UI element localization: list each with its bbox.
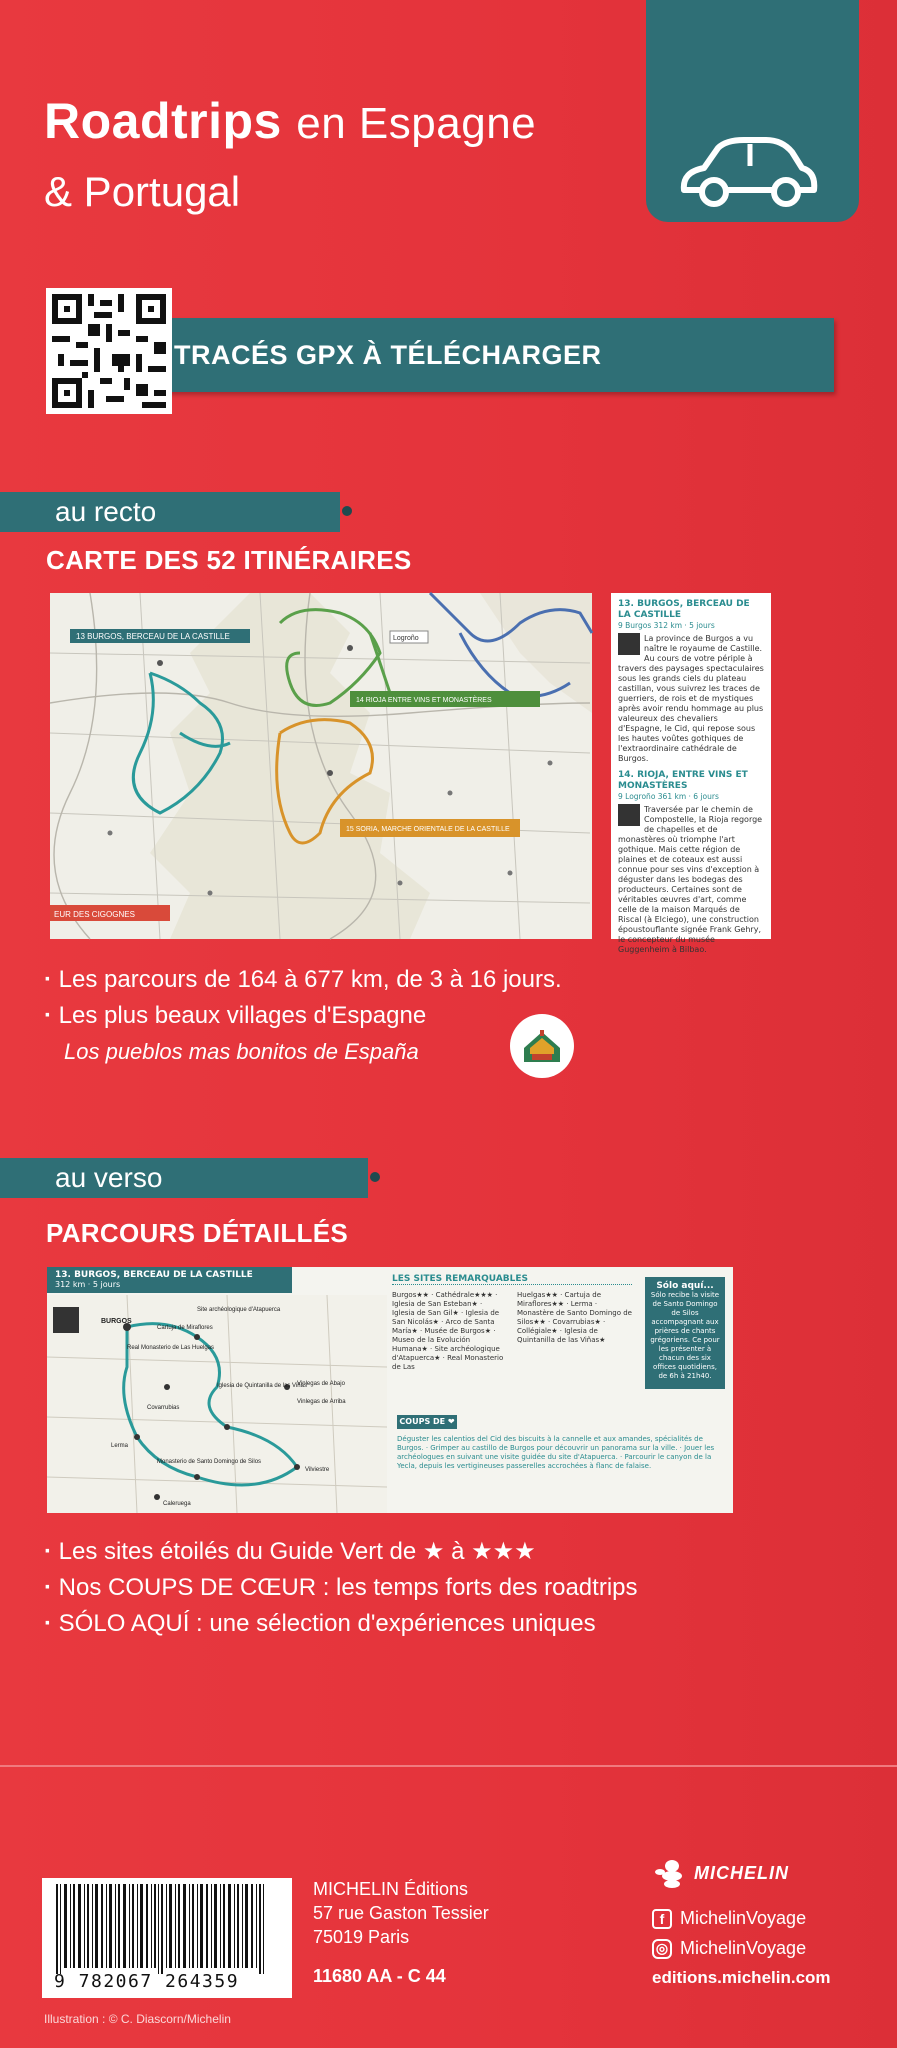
instagram-link[interactable] [652, 1938, 806, 1959]
solo-title: Sólo aquí... [656, 1281, 714, 1291]
verso-bullets [44, 1534, 638, 1642]
map-place: Covarrubias [147, 1405, 180, 1411]
itinerary-14-title: 14. RIOJA, ENTRE VINS ET MONASTÈRES [618, 770, 748, 791]
recto-bullet-2: · Les plus beaux villages d'Espagne [44, 998, 562, 1034]
qr-code-icon [618, 633, 640, 655]
verso-bullet-1: · Les sites étoilés du Guide Vert de ★ à ★★★ [44, 1534, 638, 1570]
car-tab [646, 0, 859, 222]
itinerary-14-text: Traversée par le chemin de Compostelle, la Rioja regorge de chapelles et de monastères où triomphe l'art gothique. Mais cette région de plaines et de coteaux est aussi connue pour ses vins d'exception à déguster dans les bodegas des producteurs. Certaines sont de véritables œuvres d'art, comme celle de la maison Marqués de Riscal (à Elciego), une construction époustouflante signée Frank Gehry, le concepteur du musée Guggenheim à Bilbao. [618, 805, 763, 954]
map-label-route14: 14 RIOJA ENTRE VINS ET MONASTÈRES [356, 697, 492, 704]
map-place: Cartuja de Miraflores [157, 1325, 213, 1331]
pueblos-bonitos-logo-icon [510, 1014, 574, 1078]
isbn-number: 9 782067 264359 [54, 1971, 240, 1992]
itinerary-13-title: 13. BURGOS, BERCEAU DE LA CASTILLE [618, 599, 750, 620]
website-link[interactable]: editions.michelin.com [652, 1968, 831, 1987]
title-rest: en Espagne [296, 99, 537, 148]
illustration-credit: Illustration : © C. Diascorn/Michelin [44, 2012, 231, 2026]
sites-col-2: Huelgas★★ · Cartuja de Miraflores★★ · Lerma · Monastère de Santo Domingo de Silos★★ · Covarrubias★ · Collégiale★ · Iglesia de Quintanilla de las Viñas★ [517, 1291, 632, 1344]
recto-band [0, 492, 340, 532]
map-place: Caleruega [163, 1501, 191, 1507]
map-place: Vinlegas de Arriba [297, 1399, 346, 1405]
solo-text: Sólo recibe la visite de Santo Domingo de Silos accompagnant aux prières de chants grégoriens. Ce pour les présenter à chacun des six offices quotidiens, de 6h à 21h40. [650, 1291, 720, 1380]
verso-bullet-2: · Nos COUPS DE CŒUR : les temps forts des roadtrips [44, 1570, 638, 1606]
remarkable-sites [392, 1275, 632, 1372]
facebook-handle: MichelinVoyage [680, 1908, 807, 1928]
verso-band-label: au verso [55, 1162, 163, 1193]
page-subtitle: & Portugal [44, 168, 241, 215]
michelin-logo [652, 1858, 840, 1888]
car-icon [674, 132, 824, 212]
title-bold: Roadtrips [44, 93, 282, 149]
qr-code-icon[interactable] [46, 288, 172, 414]
map-place: Vinlegas de Abajo [297, 1381, 345, 1387]
verso-heading: PARCOURS DÉTAILLÉS [46, 1218, 349, 1248]
detail-map-graphic [47, 1267, 387, 1513]
detail-map-meta: 312 km · 5 jours [55, 1280, 121, 1289]
detail-map-title-text: 13. BURGOS, BERCEAU DE LA CASTILLE [55, 1270, 253, 1280]
recto-heading: CARTE DES 52 ITINÉRAIRES [46, 545, 412, 575]
sites-heading: LES SITES REMARQUABLES [392, 1275, 632, 1285]
divider [0, 1765, 897, 1767]
product-code: 11680 AA - C 44 [313, 1966, 446, 1986]
map-label-cigognes: EUR DES CIGOGNES [54, 910, 135, 919]
map-label-town: Logroño [393, 635, 419, 642]
gpx-download-band[interactable] [150, 318, 834, 392]
map-place: Iglesia de Quintanilla de las Viñas [217, 1383, 307, 1389]
recto-bullet-italic: Los pueblos mas bonitos de España [64, 1039, 419, 1064]
isbn-barcode [42, 1878, 292, 1998]
recto-bullet-1: · Les parcours de 164 à 677 km, de 3 à 16 jours. [44, 962, 562, 998]
itinerary-13-text: La province de Burgos a vu naître le royaume de Castille. Au cours de votre périple à travers des paysages spectaculaires sous les grands ciels du plateau castillan, vous suivrez les traces de guerriers, de rois et de mystiques après avoir rendu hommage au plus valeureux des chevaliers d'Espagne, le Cid, qui repose sous les hautes voûtes gothiques de l'extraordinaire cathédrale de Burgos. [618, 634, 764, 763]
map-label-route15: 15 SORIA, MARCHE ORIENTALE DE LA CASTILLE [346, 826, 510, 833]
overview-map [50, 593, 592, 939]
map-label-route13: 13 BURGOS, BERCEAU DE LA CASTILLE [76, 632, 230, 641]
instagram-icon: ◎ [652, 1939, 672, 1959]
map-place: Vilviestre [305, 1467, 330, 1473]
solo-aqui-box [645, 1277, 725, 1389]
instagram-handle: MichelinVoyage [680, 1938, 807, 1958]
coups-text: Déguster les calentios del Cid des biscuits à la cannelle et aux amandes, spécialités de Burgos. · Grimper au castillo de Burgos pour découvrir un panorama sur la ville. · Jouer les archéologues en suivant une visite guidée du site d'Atapuerca. · Parcourir le canyon de la Yecla, depuis les vertigineuses passerelles accrochées à flanc de falaise. [397, 1435, 715, 1470]
facebook-icon: f [652, 1909, 672, 1929]
coups-label: COUPS DE ❤ [397, 1415, 457, 1429]
publisher-street: 57 rue Gaston Tessier [313, 1903, 489, 1923]
publisher-address [313, 1877, 489, 1949]
qr-code-icon [618, 804, 640, 826]
overview-map-graphic [50, 593, 592, 939]
map-place: Monasterio de Santo Domingo de Silos [157, 1459, 262, 1465]
michelin-brand: MICHELIN [694, 1863, 789, 1883]
publisher-city: 75019 Paris [313, 1927, 410, 1947]
recto-band-label: au recto [55, 496, 157, 527]
map-place: Real Monasterio de Las Huelgas [127, 1345, 215, 1351]
itinerary-sidebox [611, 593, 771, 954]
page-title [44, 92, 536, 150]
verso-band [0, 1158, 368, 1198]
map-place: BURGOS [101, 1318, 132, 1325]
facebook-link[interactable] [652, 1908, 806, 1929]
map-place: Site archéologique d'Atapuerca [197, 1307, 281, 1313]
verso-bullet-3: · SÓLO AQUÍ : une sélection d'expériences uniques [44, 1606, 638, 1642]
itinerary-13-meta: 9 Burgos 312 km · 5 jours [618, 621, 715, 630]
recto-bullets [44, 962, 562, 1070]
publisher-name: MICHELIN Éditions [313, 1879, 469, 1899]
detail-map-sample [47, 1267, 733, 1513]
itinerary-14-meta: 9 Logroño 361 km · 6 jours [618, 792, 719, 801]
bibendum-icon [652, 1858, 692, 1888]
gpx-label: TRACÉS GPX À TÉLÉCHARGER [174, 339, 602, 370]
map-place: Lerma [111, 1443, 129, 1449]
sites-col-1: Burgos★★ · Cathédrale★★★ · Iglesia de San Esteban★ · Iglesia de San Gil★ · Iglesia de San Nicolás★ · Arco de Santa María★ · Musée de Burgos★ · Museo de la Evolución Humana★ · Site archéologique d'Atapuerca★ · Real Monasterio de Las [392, 1291, 504, 1371]
